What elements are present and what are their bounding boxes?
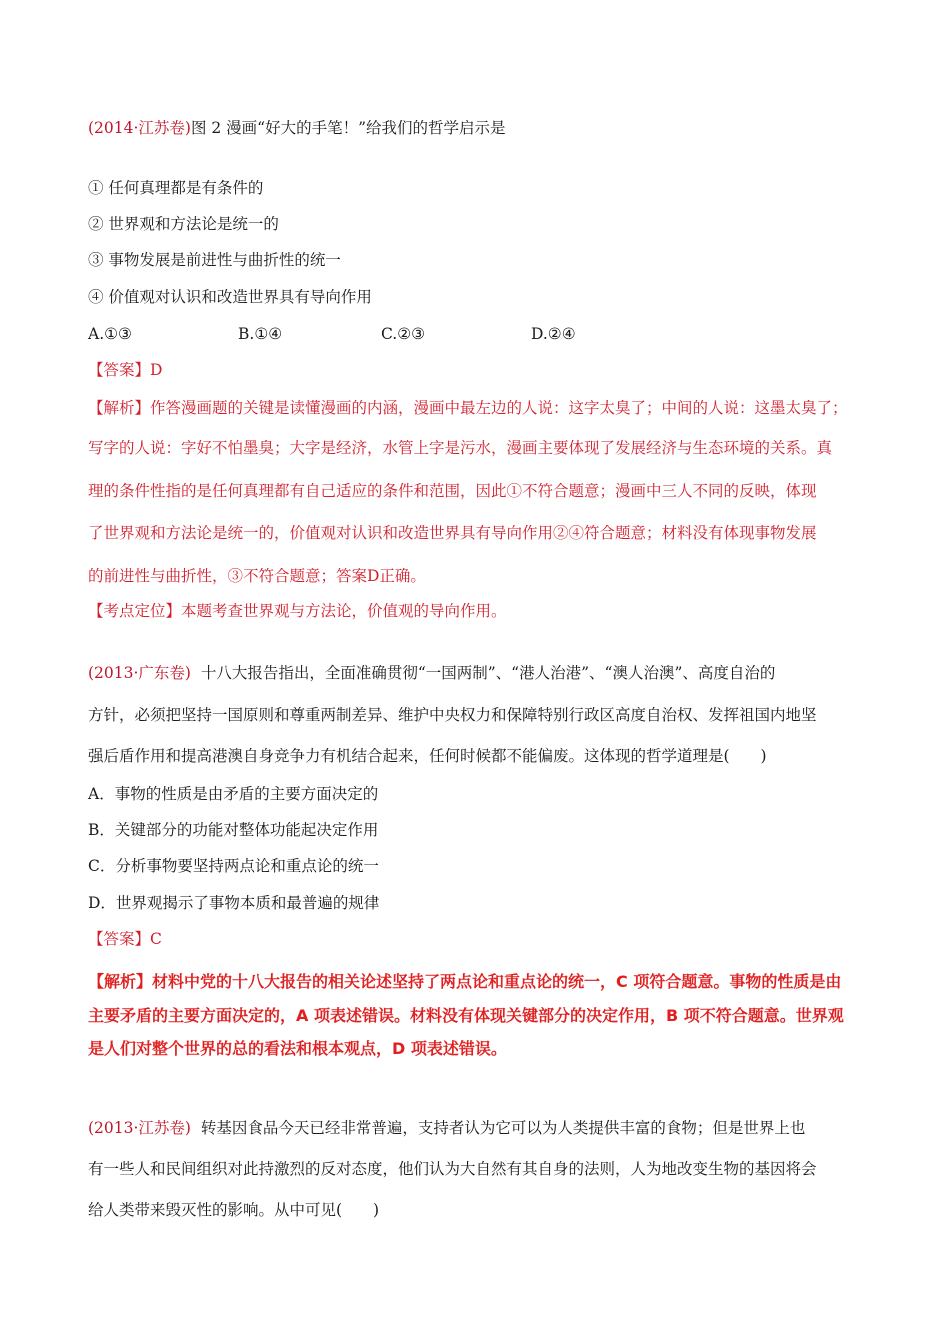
q1-answer-tag: 【答案】 bbox=[88, 361, 151, 379]
q3-stem-text-1: 转基因食品今天已经非常普遍，支持者认为它可以为人类提供丰富的食物；但是世界上也 bbox=[200, 1119, 806, 1137]
q1-option-b: B.①④ bbox=[238, 325, 283, 343]
q3-stem-line-2: 有一些人和民间组织对此持激烈的反对态度，他们认为大自然有其自身的法则，人为地改变生物的基因将会 bbox=[88, 1160, 817, 1178]
q1-answer-value: D bbox=[150, 361, 163, 379]
q2-answer-tag: 【答案】 bbox=[88, 930, 151, 948]
q3-stem-line-3: 给人类带来毁灭性的影响。从中可见( ) bbox=[88, 1201, 380, 1219]
q1-analysis-line-3: 理的条件性指的是任何真理都有自己适应的条件和范围，因此①不符合题意；漫画中三人不同的反映，体现 bbox=[88, 482, 817, 500]
q2-option-c: C．分析事物要坚持两点论和重点论的统一 bbox=[88, 857, 379, 875]
q3-source: (2013·江苏卷) bbox=[88, 1119, 191, 1137]
q1-statement-2: ② 世界观和方法论是统一的 bbox=[88, 215, 279, 233]
q1-kaodian: 【考点定位】本题考查世界观与方法论，价值观的导向作用。 bbox=[88, 602, 507, 620]
q1-analysis-text-1: 作答漫画题的关键是读懂漫画的内涵，漫画中最左边的人说：这字太臭了；中间的人说：这墨太臭了； bbox=[150, 399, 848, 417]
q1-header bbox=[88, 118, 868, 138]
q2-analysis-line-2: 主要矛盾的主要方面决定的，A 项表述错误。材料没有体现关键部分的决定作用，B 项不符合题意。世界观 bbox=[88, 1006, 844, 1025]
q1-analysis-line-5: 的前进性与曲折性，③不符合题意；答案D正确。 bbox=[88, 567, 426, 585]
q1-stem: 图 2 漫画“好大的手笔！”给我们的哲学启示是 bbox=[190, 119, 506, 137]
q1-analysis-line-2: 写字的人说：字好不怕墨臭；大字是经济，水管上字是污水，漫画主要体现了发展经济与生态环境的关系。真 bbox=[88, 439, 833, 457]
q1-source: (2014·江苏卷) bbox=[88, 119, 191, 137]
q2-stem-line-3: 强后盾作用和提高港澳自身竞争力有机结合起来，任何时候都不能偏废。这体现的哲学道理是( ) bbox=[88, 747, 767, 765]
q1-analysis-line-1 bbox=[88, 398, 868, 418]
q1-statement-3: ③ 事物发展是前进性与曲折性的统一 bbox=[88, 251, 341, 269]
q1-analysis-line-4: 了世界观和方法论是统一的，价值观对认识和改造世界具有导向作用②④符合题意；材料没有体现事物发展 bbox=[88, 524, 817, 542]
q2-stem-line-1 bbox=[88, 663, 868, 683]
q3-stem-line-1 bbox=[88, 1118, 868, 1138]
q2-stem-text-1: 十八大报告指出，全面准确贯彻“一国两制”、“港人治港”、“澳人治澳”、高度自治的 bbox=[200, 664, 776, 682]
q1-statement-1: ① 任何真理都是有条件的 bbox=[88, 179, 264, 197]
q1-option-a: A.①③ bbox=[88, 325, 132, 343]
q2-option-d: D．世界观揭示了事物本质和最普遍的规律 bbox=[88, 894, 380, 912]
q2-answer-value: C bbox=[150, 930, 162, 948]
q1-answer bbox=[88, 360, 868, 380]
q2-option-b: B．关键部分的功能对整体功能起决定作用 bbox=[88, 821, 379, 839]
q2-analysis-line-3: 是人们对整个世界的总的看法和根本观点，D 项表述错误。 bbox=[88, 1039, 507, 1058]
q1-statement-4: ④ 价值观对认识和改造世界具有导向作用 bbox=[88, 288, 372, 306]
q1-analysis-tag: 【解析】 bbox=[88, 399, 151, 417]
q2-answer bbox=[88, 929, 868, 949]
q2-analysis-line-1: 【解析】材料中党的十八大报告的相关论述坚持了两点论和重点论的统一，C 项符合题意。事物的性质是由 bbox=[88, 972, 842, 991]
q1-option-c: C.②③ bbox=[381, 325, 426, 343]
q2-option-a: A．事物的性质是由矛盾的主要方面决定的 bbox=[88, 785, 379, 803]
q1-option-d: D.②④ bbox=[531, 325, 576, 343]
q2-stem-line-2: 方针，必须把坚持一国原则和尊重两制差异、维护中央权力和保障特别行政区高度自治权、发挥祖国内地坚 bbox=[88, 706, 817, 724]
q1-options bbox=[88, 324, 868, 344]
q2-source: (2013·广东卷) bbox=[88, 664, 191, 682]
